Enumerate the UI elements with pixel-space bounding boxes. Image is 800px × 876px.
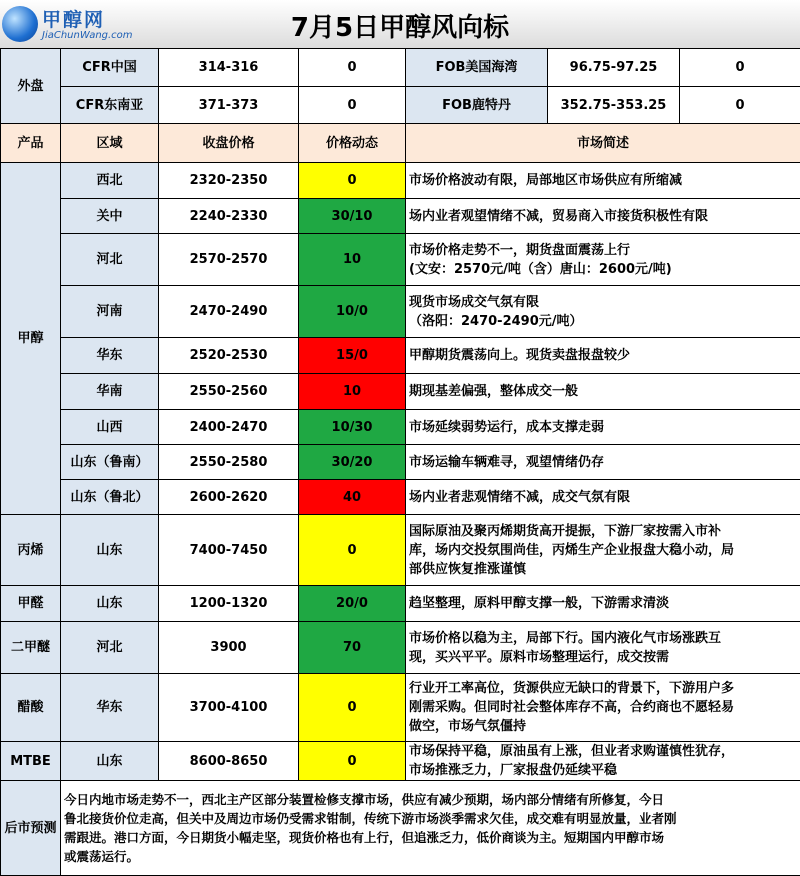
change-cell: 10/30 xyxy=(299,410,406,445)
forecast-text xyxy=(61,781,800,876)
product-row xyxy=(1,674,800,742)
summary-line: 场内业者观望情绪不减，贸易商入市接货积极性有限 xyxy=(409,207,797,226)
market-change: 0 xyxy=(680,49,800,87)
methanol-row xyxy=(1,374,800,410)
change-cell: 10/0 xyxy=(299,286,406,338)
price-cell: 2320-2350 xyxy=(159,163,299,199)
forecast-row xyxy=(1,781,800,876)
product-label: 甲醛 xyxy=(1,586,61,622)
product-label: 丙烯 xyxy=(1,515,61,586)
market-change: 0 xyxy=(680,87,800,124)
summary-line: 鲁北接货价位走高，但关中及周边市场仍受需求钳制，传统下游市场淡季需求欠佳，成交难有明显放量，业者刚 xyxy=(64,809,797,828)
summary-line: 库，场内交投氛围尚佳，丙烯生产企业报盘大稳小动，局 xyxy=(409,541,797,560)
market-summary xyxy=(406,742,800,781)
summary-line: 甲醇期货震荡向上。现货卖盘报盘较少 xyxy=(409,346,797,365)
price-cell: 2240-2330 xyxy=(159,199,299,234)
col-price: 收盘价格 xyxy=(159,124,299,163)
report-header xyxy=(0,0,800,49)
price-cell: 2550-2580 xyxy=(159,445,299,480)
price-cell: 1200-1320 xyxy=(159,586,299,622)
market-summary xyxy=(406,515,800,586)
summary-line: 今日内地市场走势不一，西北主产区部分装置检修支撑市场，供应有减少预期，场内部分情绪有所修复，今日 xyxy=(64,790,797,809)
price-cell: 2470-2490 xyxy=(159,286,299,338)
market-summary xyxy=(406,586,800,622)
summary-line: 期现基差偏强，整体成交一般 xyxy=(409,382,797,401)
price-cell: 2600-2620 xyxy=(159,480,299,515)
change-cell: 10 xyxy=(299,234,406,286)
market-summary xyxy=(406,199,800,234)
summary-line: 或震荡运行。 xyxy=(64,847,797,866)
region-cell: 河北 xyxy=(61,234,159,286)
market-summary xyxy=(406,674,800,742)
market-price: 352.75-353.25 xyxy=(548,87,680,124)
methanol-row xyxy=(1,163,800,199)
market-name: CFR中国 xyxy=(61,49,159,87)
market-summary xyxy=(406,374,800,410)
market-change: 0 xyxy=(299,49,406,87)
summary-line: 国际原油及聚丙烯期货高开提振，下游厂家按需入市补 xyxy=(409,522,797,541)
price-cell: 3700-4100 xyxy=(159,674,299,742)
market-summary xyxy=(406,338,800,374)
market-name: FOB鹿特丹 xyxy=(406,87,548,124)
change-cell: 0 xyxy=(299,742,406,781)
change-cell: 0 xyxy=(299,674,406,742)
summary-line: 需跟进。港口方面，今日期货小幅走坚，现货价格也有上行，但追涨乏力，低价商谈为主。短期国内甲醇市场 xyxy=(64,828,797,847)
price-cell: 2400-2470 xyxy=(159,410,299,445)
market-summary xyxy=(406,234,800,286)
external-label: 外盘 xyxy=(1,49,61,124)
summary-line: 现，买兴平平。原料市场整理运行，成交按需 xyxy=(409,648,797,667)
summary-line: 趋坚整理，原料甲醇支撑一般，下游需求清淡 xyxy=(409,594,797,613)
methanol-row xyxy=(1,338,800,374)
region-cell: 山东 xyxy=(61,515,159,586)
summary-line: 市场价格以稳为主，局部下行。国内液化气市场涨跌互 xyxy=(409,629,797,648)
summary-line: 市场价格波动有限，局部地区市场供应有所缩减 xyxy=(409,171,797,190)
region-cell: 河北 xyxy=(61,622,159,674)
price-cell: 2550-2560 xyxy=(159,374,299,410)
change-cell: 70 xyxy=(299,622,406,674)
price-table-body xyxy=(1,49,800,876)
summary-line: 现货市场成交气氛有限 xyxy=(409,293,797,312)
col-change: 价格动态 xyxy=(299,124,406,163)
change-cell: 30/10 xyxy=(299,199,406,234)
summary-line: （洛阳：2470-2490元/吨） xyxy=(409,312,797,331)
methanol-row xyxy=(1,199,800,234)
forecast-label: 后市预测 xyxy=(1,781,61,876)
market-price: 314-316 xyxy=(159,49,299,87)
summary-line: 市场推涨乏力，厂家报盘仍延续平稳 xyxy=(409,761,797,780)
market-summary xyxy=(406,480,800,515)
summary-line: (文安：2570元/吨（含）唐山：2600元/吨) xyxy=(409,260,797,279)
price-cell: 3900 xyxy=(159,622,299,674)
market-summary xyxy=(406,163,800,199)
price-table xyxy=(0,48,800,876)
region-cell: 华南 xyxy=(61,374,159,410)
summary-line: 市场延续弱势运行，成本支撑走弱 xyxy=(409,418,797,437)
external-market-row xyxy=(1,49,800,87)
methanol-row xyxy=(1,234,800,286)
methanol-row xyxy=(1,410,800,445)
product-label: 醋酸 xyxy=(1,674,61,742)
price-cell: 7400-7450 xyxy=(159,515,299,586)
market-summary xyxy=(406,622,800,674)
summary-line: 行业开工率高位，货源供应无缺口的背景下，下游用户多 xyxy=(409,679,797,698)
market-name: CFR东南亚 xyxy=(61,87,159,124)
external-market-row xyxy=(1,87,800,124)
page-title: 7月5日甲醇风向标 xyxy=(0,7,800,44)
price-cell: 2520-2530 xyxy=(159,338,299,374)
product-row xyxy=(1,622,800,674)
change-cell: 40 xyxy=(299,480,406,515)
summary-line: 市场运输车辆难寻，观望情绪仍存 xyxy=(409,453,797,472)
column-header-row xyxy=(1,124,800,163)
region-cell: 山西 xyxy=(61,410,159,445)
price-cell: 8600-8650 xyxy=(159,742,299,781)
product-label: 甲醇 xyxy=(1,163,61,515)
summary-line: 市场保持平稳，原油虽有上涨，但业者求购谨慎性犹存， xyxy=(409,742,797,761)
product-row xyxy=(1,515,800,586)
change-cell: 0 xyxy=(299,163,406,199)
region-cell: 华东 xyxy=(61,338,159,374)
logo-cn-text: 甲醇网 xyxy=(42,5,105,32)
summary-line: 刚需采购。但同时社会整体库存不高，合约商也不愿轻易 xyxy=(409,698,797,717)
region-cell: 山东 xyxy=(61,586,159,622)
market-name: FOB美国海湾 xyxy=(406,49,548,87)
region-cell: 山东（鲁北） xyxy=(61,480,159,515)
product-label: 二甲醚 xyxy=(1,622,61,674)
market-summary xyxy=(406,410,800,445)
market-change: 0 xyxy=(299,87,406,124)
region-cell: 河南 xyxy=(61,286,159,338)
region-cell: 华东 xyxy=(61,674,159,742)
methanol-row xyxy=(1,445,800,480)
methanol-row xyxy=(1,480,800,515)
col-region: 区域 xyxy=(61,124,159,163)
change-cell: 30/20 xyxy=(299,445,406,480)
change-cell: 20/0 xyxy=(299,586,406,622)
product-row xyxy=(1,742,800,781)
summary-line: 场内业者悲观情绪不减，成交气氛有限 xyxy=(409,488,797,507)
logo-en-text: JiaChunWang.com xyxy=(42,30,133,41)
col-summary: 市场简述 xyxy=(406,124,800,163)
col-product: 产品 xyxy=(1,124,61,163)
price-cell: 2570-2570 xyxy=(159,234,299,286)
summary-line: 市场价格走势不一，期货盘面震荡上行 xyxy=(409,241,797,260)
region-cell: 西北 xyxy=(61,163,159,199)
product-row xyxy=(1,586,800,622)
product-label: MTBE xyxy=(1,742,61,781)
methanol-row xyxy=(1,286,800,338)
market-price: 371-373 xyxy=(159,87,299,124)
market-summary xyxy=(406,286,800,338)
change-cell: 10 xyxy=(299,374,406,410)
region-cell: 山东（鲁南） xyxy=(61,445,159,480)
summary-line: 做空，市场气氛僵持 xyxy=(409,717,797,736)
summary-line: 部供应恢复推涨谨慎 xyxy=(409,560,797,579)
change-cell: 15/0 xyxy=(299,338,406,374)
market-summary xyxy=(406,445,800,480)
region-cell: 山东 xyxy=(61,742,159,781)
market-price: 96.75-97.25 xyxy=(548,49,680,87)
region-cell: 关中 xyxy=(61,199,159,234)
change-cell: 0 xyxy=(299,515,406,586)
